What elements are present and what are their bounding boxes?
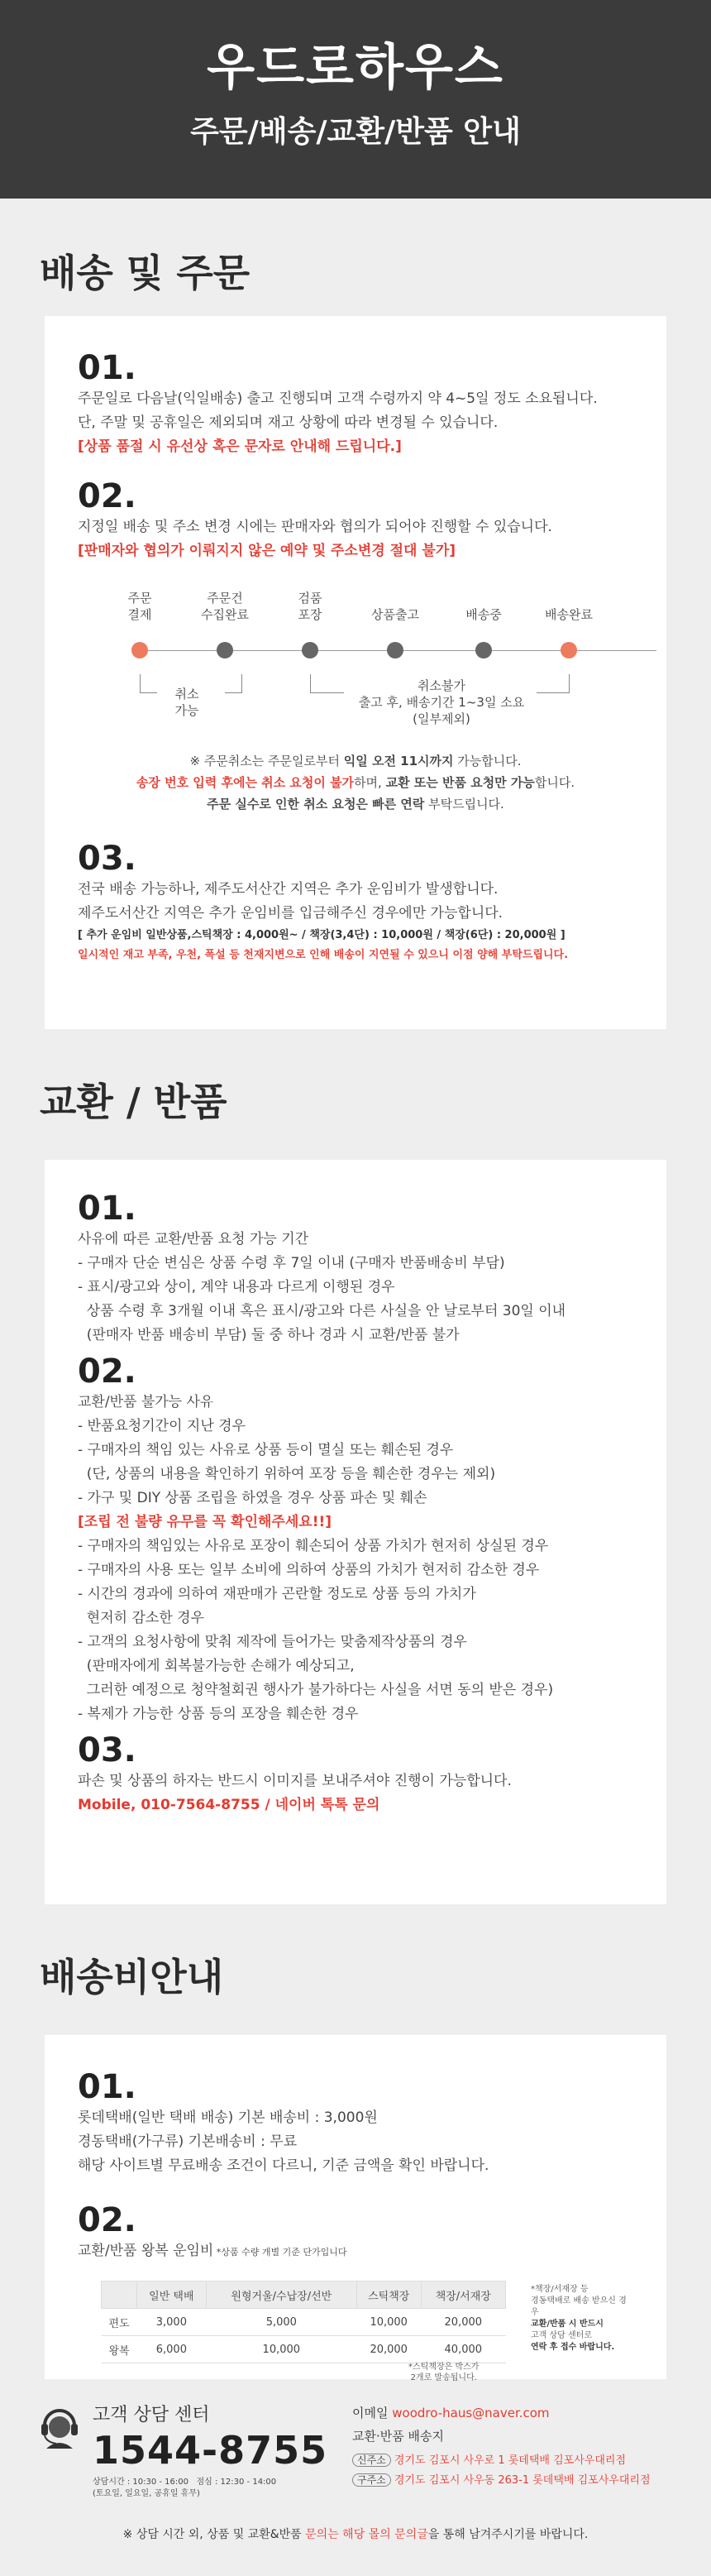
exchange-s2-line: - 가구 및 DIY 상품 조립을 하였을 경우 상품 파손 및 훼손: [78, 1490, 427, 1506]
cancel-possible-label: 취소 가능: [174, 687, 199, 718]
table-header: 책장/서재장: [421, 2282, 505, 2309]
cancel-impossible-label: 취소불가: [418, 678, 465, 693]
delivery-card: [45, 316, 666, 1029]
shipping-s1-line: 해당 사이트별 무료배송 조건이 다르니, 기준 금액을 확인 바랍니다.: [78, 2157, 489, 2174]
notice-text: ※ 상담 시간 외, 상품 및 교환&반품: [122, 2528, 306, 2541]
note-text: ※ 주문취소는 주문일로부터: [189, 754, 344, 768]
shipping-s2-line: [78, 2239, 633, 2264]
cancel-notes: [78, 750, 633, 815]
side-note-line: 교환/반품 시 반드시: [531, 2320, 604, 2329]
addr-new: 경기도 김포시 사우로 1 롯데택배 김포사우대리점: [394, 2454, 627, 2467]
side-note: [531, 2284, 633, 2353]
table-cell: 20,000: [421, 2309, 505, 2336]
center-hours: 상담시간 : 10:30 - 16:00 점심 : 12:30 - 14:00: [93, 2478, 277, 2487]
exchange-s2-line: - 구매자의 사용 또는 일부 소비에 의하여 상품의 가치가 현저히 감소한 경우: [78, 1562, 540, 1578]
table-cell: 6,000: [137, 2336, 207, 2363]
exchange-s3-line: 파손 및 상품의 하자는 반드시 이미지를 보내주셔야 진행이 가능합니다.: [78, 1773, 512, 1789]
delivery-section-title: 배송 및 주문: [40, 251, 251, 295]
delivery-step-02: 02.: [78, 477, 136, 515]
extra-fee-line: [ 추가 운임비 일반상품,스틱책장 : 4,000원~ / 책장(3,4단) : 10,000원 / 책장(6단) : 20,000원 ]: [78, 929, 565, 941]
table-row: [102, 2336, 506, 2363]
table-header: 스틱책장: [356, 2282, 421, 2309]
exchange-step-02: 02.: [78, 1353, 136, 1391]
step-dot: [217, 642, 233, 658]
email-row: [352, 2404, 550, 2422]
note-bold: 교환 또는 반품 요청만 가능: [385, 775, 535, 790]
delivery-s2-line: 지정일 배송 및 주소 변경 시에는 판매자와 협의가 되어야 진행할 수 있습니다.: [78, 519, 552, 535]
note-text: 합니다.: [534, 775, 575, 790]
address-new-row: [352, 2452, 626, 2469]
exchange-card: [45, 1160, 666, 1904]
exchange-s2-line: (단, 상품의 내용을 확인하기 위하여 포장 등을 훼손한 경우는 제외): [78, 1466, 496, 1482]
side-note-line: 경동택배로 배송 받으신 경우: [531, 2296, 627, 2317]
delay-notice: 일시적인 재고 부족, 우천, 폭설 등 천재지변으로 인해 배송이 지연될 수 있으니 이점 양해 부탁드립니다.: [78, 949, 569, 961]
step-label: 주문건 수집완료: [201, 591, 249, 622]
exchange-s2-line: 현저히 감소한 경우: [78, 1610, 204, 1626]
side-note-line: *책장/서재장 등: [531, 2285, 589, 2294]
exchange-s2-line: - 시간의 경과에 의하여 재판매가 곤란할 정도로 상품 등의 가치가: [78, 1586, 476, 1602]
step-dot: [561, 642, 577, 658]
note-bold: 익일 오전 11시까지: [343, 754, 454, 768]
side-note-line: 연락 후 접수 바랍니다.: [531, 2343, 615, 2352]
order-process-diagram: [78, 577, 633, 759]
bottom-notice: [0, 2526, 711, 2543]
exchange-s2-line: - 복제가 가능한 상품 등의 포장을 훼손한 경우: [78, 1706, 359, 1722]
brand-title: 우드로하우스: [207, 39, 504, 97]
table-cell: 20,000: [356, 2336, 421, 2363]
email-link[interactable]: woodro-haus@naver.com: [392, 2406, 550, 2420]
table-cell: 3,000: [137, 2309, 207, 2336]
shipping-s1-line: 롯데택배(일반 택배 배송) 기본 배송비 : 3,000원: [78, 2109, 378, 2126]
exchange-s2-line: - 구매자의 책임있는 사유로 포장이 훼손되어 상품 가치가 현저히 상실된 경우: [78, 1538, 549, 1554]
delivery-s1-red: [상품 품절 시 유선상 혹은 문자로 안내해 드립니다.]: [78, 438, 402, 455]
return-address-label: 교환·반품 배송지: [352, 2429, 444, 2444]
delivery-step-03: 03.: [78, 840, 136, 878]
return-fee-table: [101, 2281, 506, 2363]
step-label: 배송완료: [545, 607, 593, 622]
return-fee-label: 교환/반품 왕복 운임비: [78, 2243, 214, 2259]
return-fee-note: *상품 수량 개별 기준 단가입니다: [213, 2247, 347, 2258]
center-title: 고객 상담 센터: [93, 2405, 210, 2425]
delivery-step-01: 01.: [78, 349, 136, 387]
table-cell: 5,000: [206, 2309, 356, 2336]
exchange-s1-line: (판매자 반품 배송비 부담) 둘 중 하나 경과 시 교환/반품 불가: [78, 1327, 460, 1343]
note-text: 하며,: [354, 775, 386, 790]
table-cell: 10,000: [356, 2309, 421, 2336]
center-hours-holiday: (토요일, 일요일, 공휴일 휴무): [93, 2489, 200, 2498]
assembly-warning: [조립 전 불량 유무를 꼭 확인해주세요!!]: [78, 1514, 332, 1530]
bracket: [225, 674, 242, 693]
exchange-s1-line: 상품 수령 후 3개월 이내 혹은 표시/광고와 다른 사실을 안 날로부터 30일 이내: [78, 1303, 566, 1319]
step-dot: [387, 642, 403, 658]
email-label: 이메일: [352, 2406, 389, 2420]
page-subtitle: 주문/배송/교환/반품 안내: [190, 115, 521, 149]
addr-old-tag: 구주소: [352, 2473, 391, 2487]
page-header: [0, 0, 711, 199]
exchange-s1-line: - 표시/광고와 상이, 계약 내용과 다르게 이행된 경우: [78, 1279, 395, 1295]
table-cell: 편도: [102, 2309, 137, 2336]
exchange-s2-line: - 구매자의 책임 있는 사유로 상품 등이 멸실 또는 훼손된 경우: [78, 1442, 454, 1458]
address-old-row: [352, 2472, 651, 2489]
exchange-s2-line: - 고객의 요청사항에 맞춰 제작에 들어가는 맞춤제작상품의 경우: [78, 1634, 467, 1650]
delivery-s1-line: 단, 주말 및 공휴일은 제외되며 재고 상황에 따라 변경될 수 있습니다.: [78, 414, 499, 431]
exchange-s2-line: 그러한 예정으로 청약철회권 행사가 불가하다는 사실을 서면 동의 받은 경우): [78, 1682, 554, 1698]
notice-text: 을 통해 남겨주시기를 바랍니다.: [427, 2528, 589, 2541]
note-text: 부탁드립니다.: [424, 797, 504, 812]
step-dot: [302, 642, 318, 658]
delivery-s2-red: [판매자와 협의가 이뤄지지 않은 예약 및 주소변경 절대 불가]: [78, 543, 456, 559]
shipping-card: [45, 2035, 666, 2382]
exchange-s2-line: - 반품요청기간이 지난 경우: [78, 1418, 246, 1434]
note-bold: 주문 실수로 인한 취소 요청은 빠른 연락: [207, 797, 425, 812]
contact-line: Mobile, 010-7564-8755 / 네이버 톡톡 문의: [78, 1797, 380, 1813]
exchange-step-03: 03.: [78, 1731, 136, 1769]
shipping-section-title: 배송비안내: [40, 1955, 224, 1999]
side-note-line: 고객 상담 센터로: [531, 2331, 592, 2340]
bracket: [140, 674, 157, 693]
exchange-s1-line: - 구매자 단순 변심은 상품 수령 후 7일 이내 (구매자 반품배송비 부담): [78, 1255, 505, 1271]
step-dot: [475, 642, 492, 658]
shipping-step-01: 01.: [78, 2068, 136, 2106]
step-label: 주문 결제: [127, 591, 152, 622]
delivery-s3-line: 제주도서산간 지역은 추가 운임비를 입금해주신 경우에만 가능합니다.: [78, 905, 503, 922]
exchange-section-title: 교환 / 반품: [40, 1080, 227, 1124]
step-label: 상품출고: [371, 607, 419, 622]
step-label: 배송중: [465, 607, 502, 622]
table-header: 일반 택배: [137, 2282, 207, 2309]
table-cell: 왕복: [102, 2336, 137, 2363]
table-note: *스틱책장은 박스가 2개로 발송됩니다.: [408, 2363, 480, 2382]
addr-new-tag: 신주소: [352, 2454, 391, 2467]
exchange-step-01: 01.: [78, 1190, 136, 1228]
delivery-s3-line: 전국 배송 가능하나, 제주도서산간 지역은 추가 운임비가 발생합니다.: [78, 881, 499, 898]
cancel-impossible-sub: 출고 후, 배송기간 1~3일 소요 (일부제외): [358, 695, 525, 726]
step-label: 검품 포장: [298, 591, 322, 622]
table-cell: 10,000: [206, 2336, 356, 2363]
step-dot: [131, 642, 148, 658]
note-red: 송장 번호 입력 후에는 취소 요청이 불가: [136, 775, 355, 790]
headset-icon: [38, 2402, 81, 2449]
exchange-s2-line: 교환/반품 불가능 사유: [78, 1394, 214, 1410]
shipping-s1-line: 경동택배(가구류) 기본배송비 : 무료: [78, 2133, 298, 2150]
exchange-s2-line: (판매자에게 회복불가능한 손해가 예상되고,: [78, 1658, 355, 1674]
notice-red: 문의는 해당 몰의 문의글: [305, 2528, 428, 2541]
table-header: [102, 2282, 137, 2309]
table-cell: 40,000: [421, 2336, 505, 2363]
center-phone[interactable]: 1544-8755: [93, 2428, 328, 2473]
exchange-s1-line: 사유에 따른 교환/반품 요청 가능 기간: [78, 1231, 309, 1247]
shipping-step-02: 02.: [78, 2201, 136, 2239]
table-row: [102, 2309, 506, 2336]
addr-old: 경기도 김포시 사우동 263-1 롯데택배 김포사우대리점: [394, 2474, 651, 2487]
table-header: 원형거울/수납장/선반: [206, 2282, 356, 2309]
note-text: 가능합니다.: [453, 754, 522, 768]
delivery-s1-line: 주문일로 다음날(익일배송) 출고 진행되며 고객 수령까지 약 4~5일 정도 소요됩니다.: [78, 390, 598, 407]
